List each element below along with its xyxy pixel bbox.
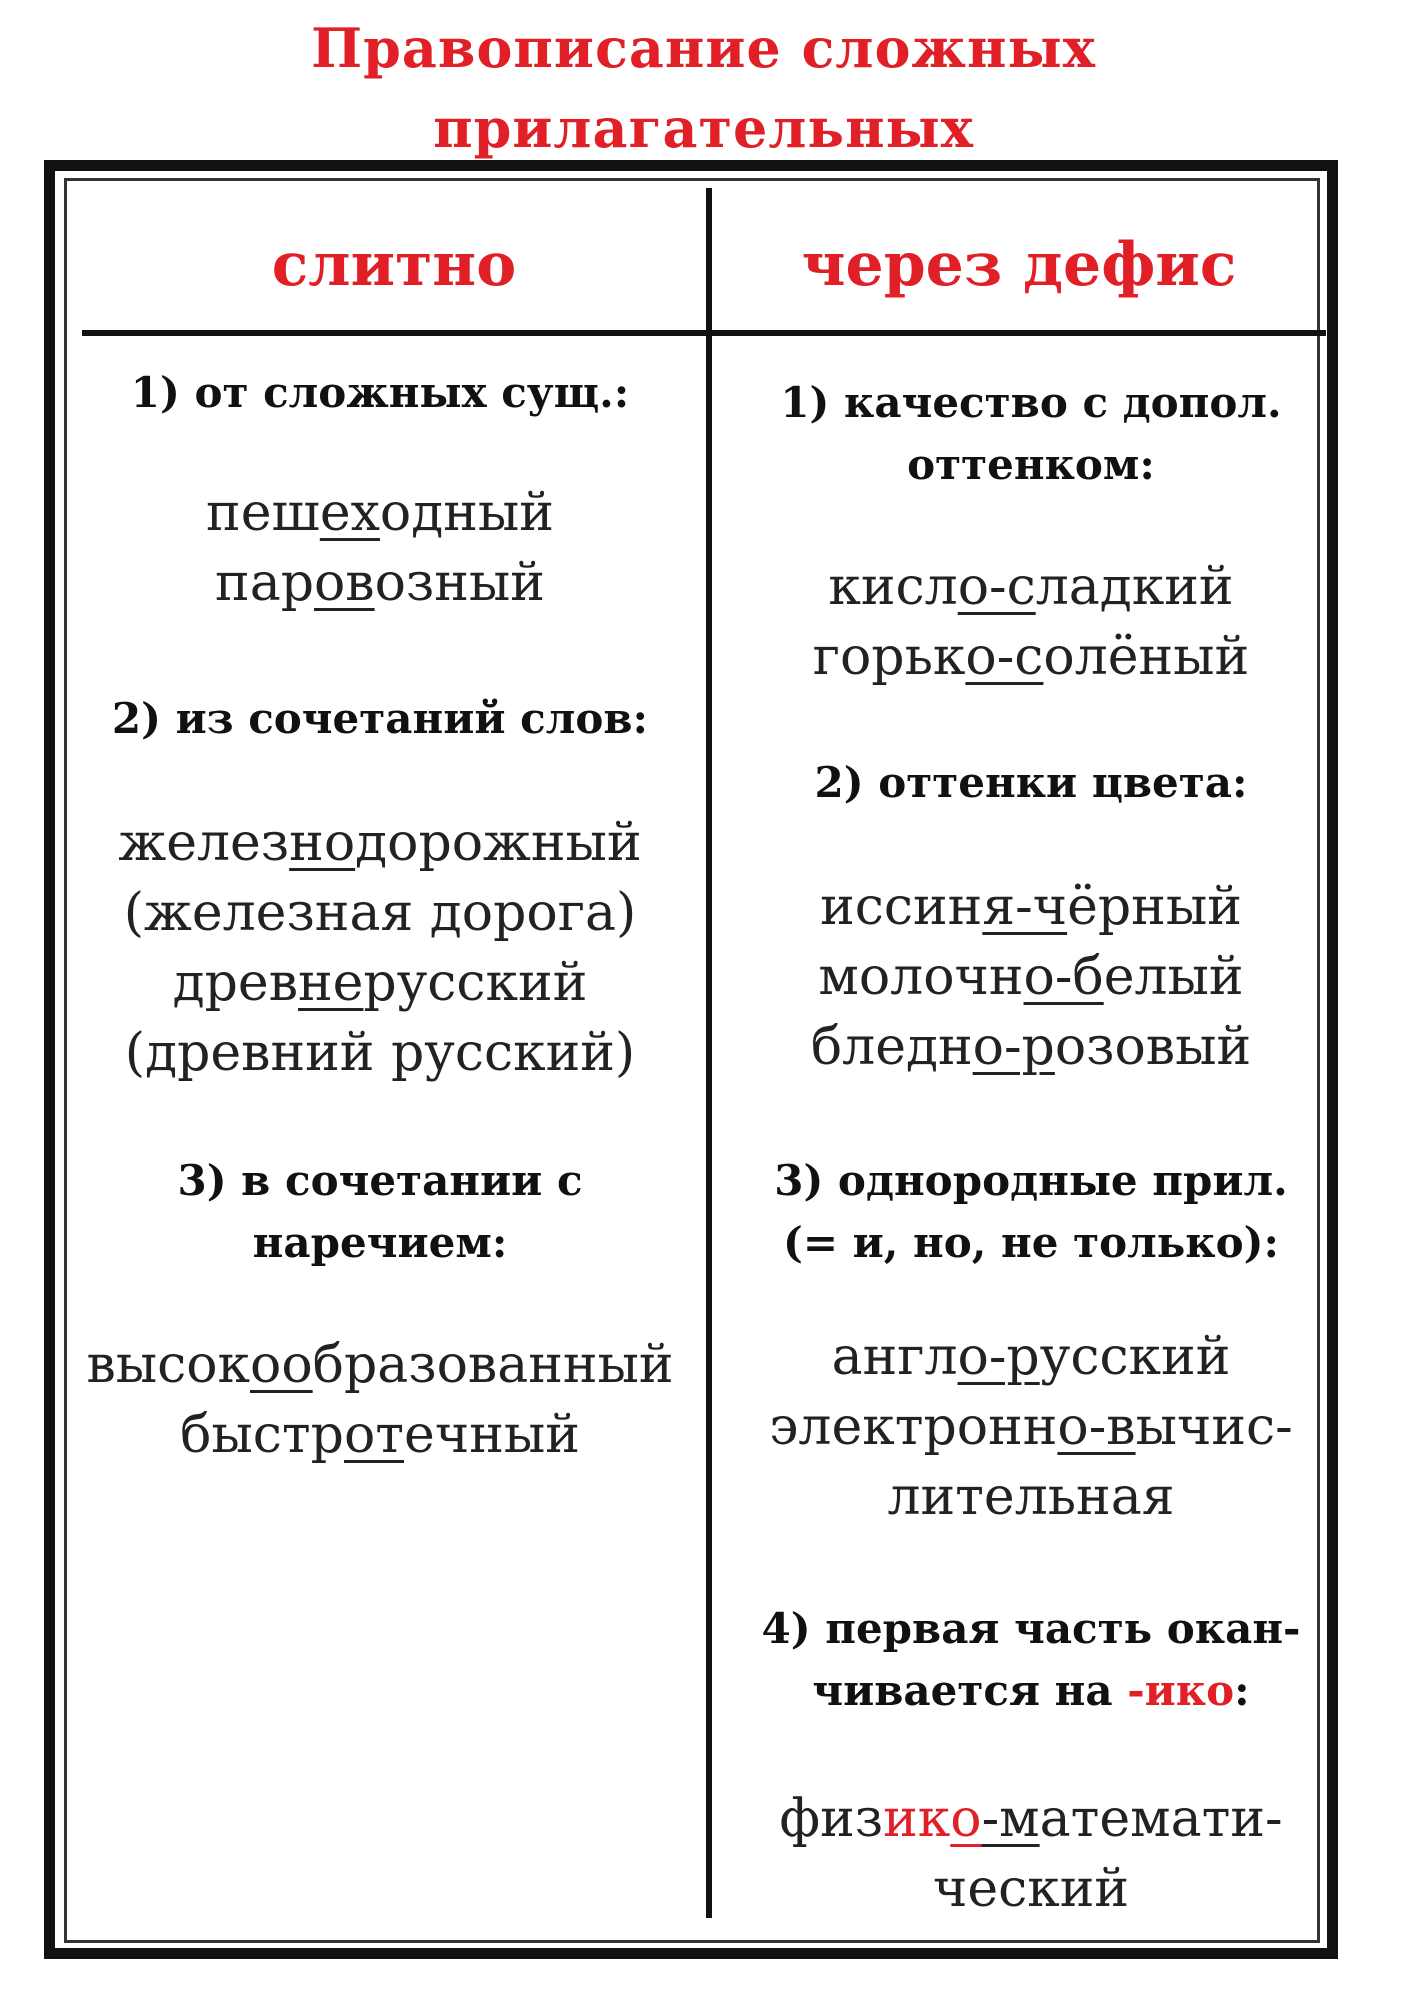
header-divider	[82, 330, 1326, 336]
example-word: англо-русский	[831, 1327, 1231, 1387]
right-examples-3	[716, 1322, 1346, 1532]
title-line-2: прилагательных	[433, 96, 974, 160]
left-examples-2	[60, 808, 700, 1088]
example-word: высокообразованный	[86, 1335, 674, 1395]
right-category-1: 1) качество с допол. оттенком:	[780, 378, 1282, 489]
left-examples-1	[60, 478, 700, 618]
page-title	[0, 8, 1407, 168]
column-header-together: слитно	[271, 230, 517, 300]
example-word: иссиня-чёрный	[820, 877, 1242, 937]
example-word: быстротечный	[180, 1405, 580, 1465]
example-gloss: (железная дорога)	[123, 883, 637, 943]
example-word: бледно-розовый	[810, 1017, 1252, 1077]
left-category-2: 2) из сочетаний слов:	[111, 694, 649, 743]
example-word: ческий	[932, 1859, 1130, 1919]
right-category-4: 4) первая часть окан- чивается на -ико:	[761, 1604, 1301, 1715]
right-category-2: 2) оттенки цвета:	[814, 758, 1248, 807]
example-word: горько-солёный	[812, 627, 1250, 687]
example-word: физико-математи-	[779, 1789, 1283, 1849]
example-word: кисло-сладкий	[828, 557, 1234, 617]
example-word: паровозный	[215, 553, 545, 613]
example-word: молочно-белый	[818, 947, 1244, 1007]
left-category-3: 3) в сочетании с наречием:	[177, 1156, 583, 1267]
right-examples-2	[716, 872, 1346, 1082]
suffix-highlight: -ико	[1127, 1666, 1235, 1715]
example-word: электронно-вычис-	[769, 1397, 1293, 1457]
title-line-1: Правописание сложных	[311, 16, 1096, 80]
column-header-hyphen: через дефис	[801, 230, 1237, 300]
example-word: лительная	[887, 1467, 1175, 1527]
column-divider	[706, 188, 712, 1918]
right-examples-1	[716, 552, 1346, 692]
example-gloss: (древний русский)	[124, 1023, 636, 1083]
example-word: древнерусский	[172, 953, 588, 1013]
example-word: железнодорожный	[118, 813, 642, 873]
right-category-3: 3) однородные прил. (= и, но, не только):	[774, 1156, 1288, 1267]
left-category-1: 1) от сложных сущ.:	[130, 368, 630, 417]
example-word: пешеходный	[206, 483, 554, 543]
left-examples-3	[60, 1330, 700, 1470]
right-examples-4	[716, 1784, 1346, 1924]
